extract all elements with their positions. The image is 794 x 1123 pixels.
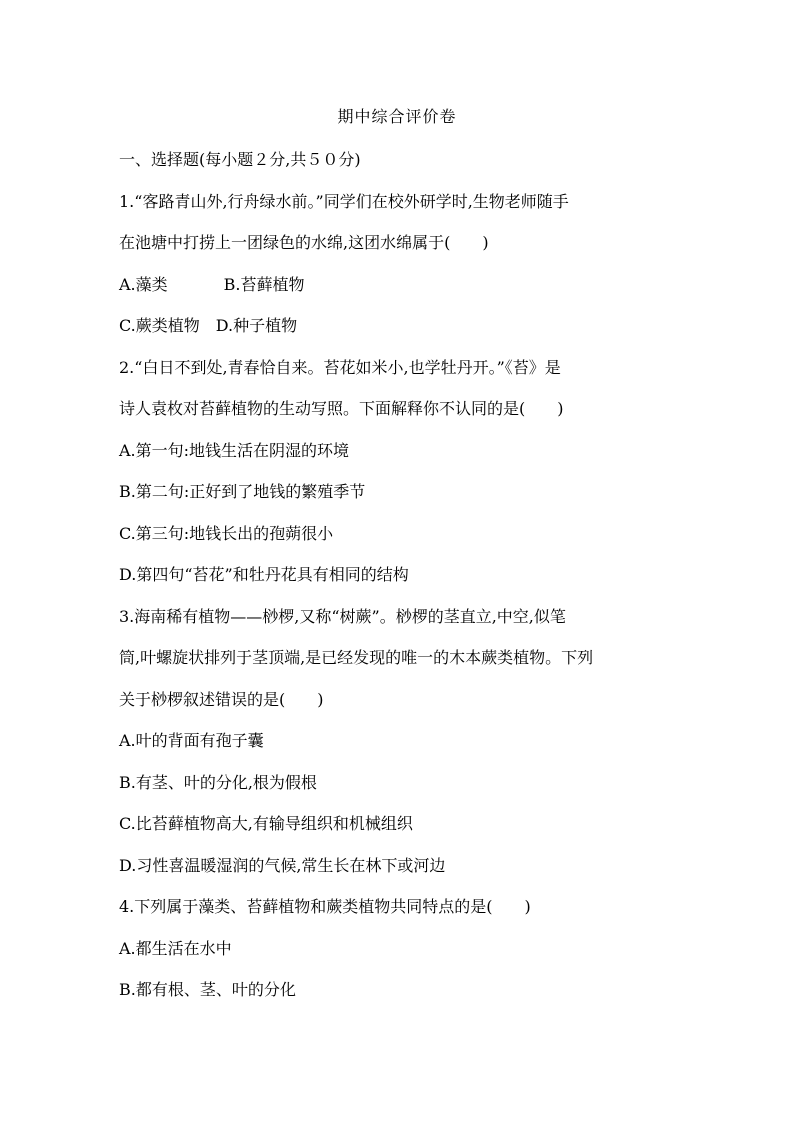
- section-heading: 一、选择题(每小题２分,共５０分): [119, 150, 361, 169]
- option-a[interactable]: A.都生活在水中: [119, 938, 232, 958]
- exam-content: [119, 146, 679, 1018]
- option-b[interactable]: B.都有根、茎、叶的分化: [119, 980, 296, 999]
- option-d[interactable]: D.种子植物: [215, 316, 298, 335]
- question-stem-line: 筒,叶螺旋状排列于茎顶端,是已经发现的唯一的木本蕨类植物。下列: [119, 648, 594, 667]
- question-stem-line: 关于桫椤叙述错误的是( ): [119, 689, 324, 709]
- question-4: [119, 893, 679, 1018]
- option-d[interactable]: D.第四句“苔花”和牡丹花具有相同的结构: [119, 565, 409, 584]
- option-b[interactable]: B.第二句:正好到了地钱的繁殖季节: [119, 482, 366, 501]
- option-b[interactable]: B.有茎、叶的分化,根为假根: [119, 772, 317, 792]
- question-3: [119, 603, 679, 894]
- option-c[interactable]: C.第三句:地钱长出的孢蒴很小: [119, 523, 334, 543]
- question-stem-line: 4.下列属于藻类、苔藓植物和蕨类植物共同特点的是( ): [119, 897, 531, 916]
- option-row: [119, 312, 679, 354]
- option-row: [119, 271, 679, 313]
- question-stem-line: 2.“白日不到处,青春恰自来。苔花如米小,也学牡丹开。”《苔》是: [119, 357, 561, 377]
- question-stem-line: 1.“客路青山外,行舟绿水前。”同学们在校外研学时,生物老师随手: [119, 191, 569, 211]
- option-a[interactable]: A.藻类: [119, 274, 168, 294]
- question-2: [119, 354, 679, 603]
- option-c[interactable]: C.比苔藓植物高大,有输导组织和机械组织: [119, 814, 413, 833]
- option-c[interactable]: C.蕨类植物: [119, 316, 200, 335]
- option-a[interactable]: A.叶的背面有孢子囊: [119, 731, 264, 750]
- option-d[interactable]: D.习性喜温暖湿润的气候,常生长在林下或河边: [119, 855, 446, 875]
- question-stem-line: 在池塘中打捞上一团绿色的水绵,这团水绵属于( ): [119, 233, 489, 252]
- page-title: 期中综合评价卷: [337, 107, 457, 126]
- option-a[interactable]: A.第一句:地钱生活在阴湿的环境: [119, 440, 350, 460]
- question-stem-line: 3.海南稀有植物——桫椤,又称“树蕨”。桫椤的茎直立,中空,似笔: [119, 606, 566, 626]
- question-1: [119, 188, 679, 354]
- question-stem-line: 诗人袁枚对苔藓植物的生动写照。下面解释你不认同的是( ): [119, 399, 564, 418]
- option-b[interactable]: B.苔藓植物: [223, 274, 305, 294]
